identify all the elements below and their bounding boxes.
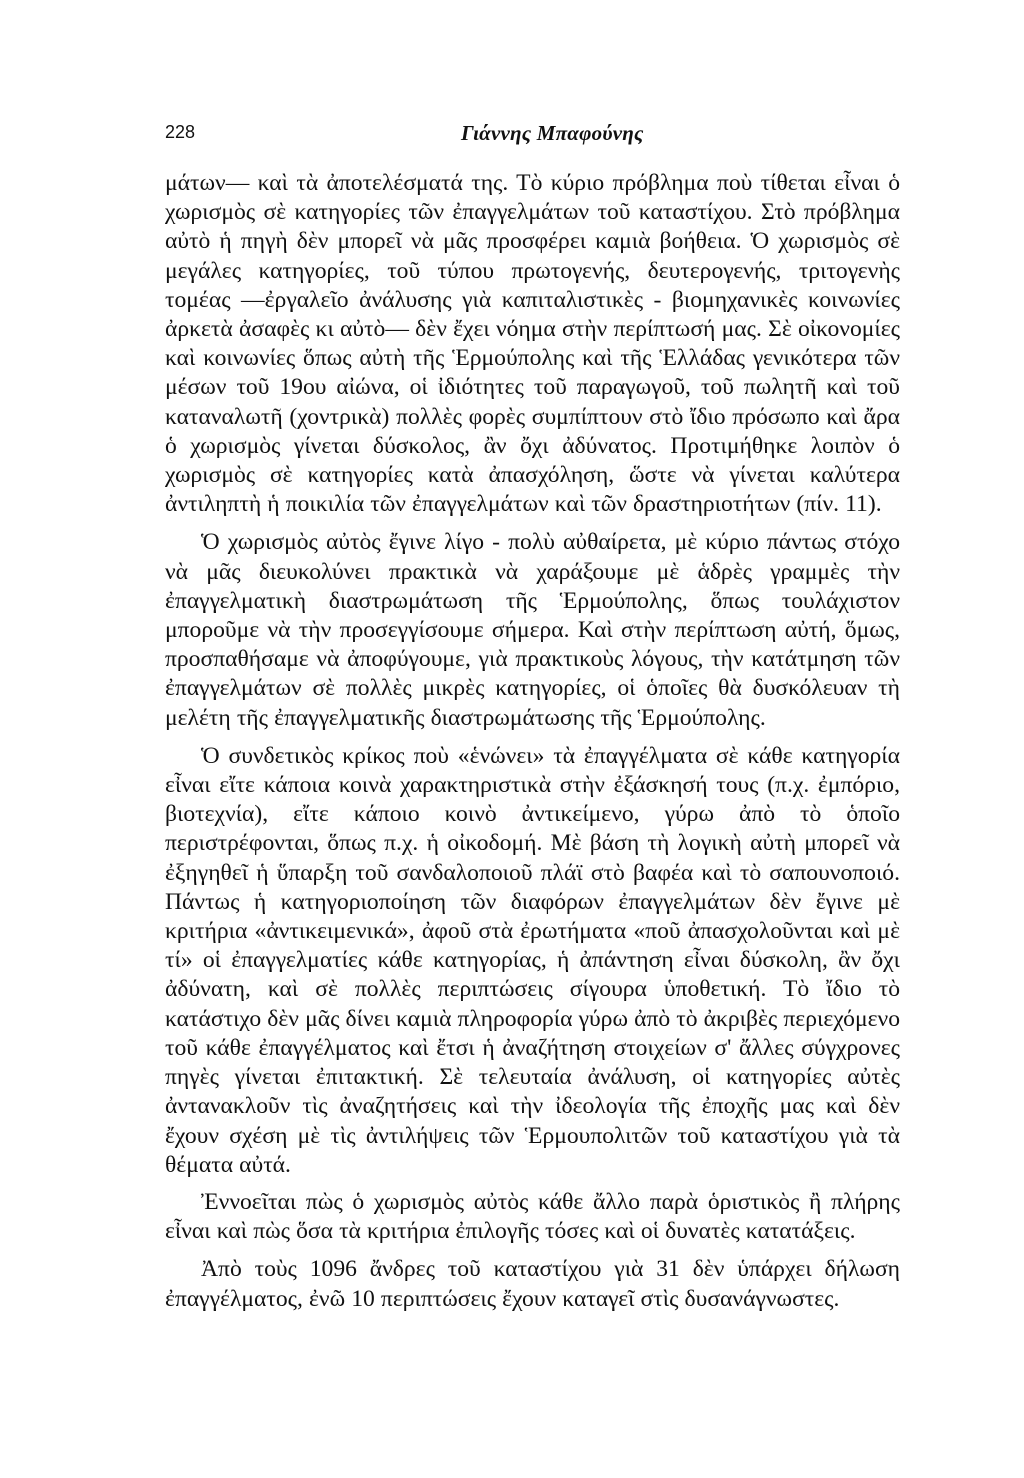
paragraph-5: Ἀπὸ τοὺς 1096 ἄνδρες τοῦ καταστίχου γιὰ 31 δὲν ὑπάρχει δήλωση ἐπαγγέλματος, ἐνῶ 10 περιπτώσεις ἔχουν καταγεῖ στὶς δυσανάγνωστες. xyxy=(165,1256,900,1312)
paragraph-2: Ὁ χωρισμὸς αὐτὸς ἔγινε λίγο - πολὺ αὐθαίρετα, μὲ κύριο πάντως στόχο νὰ μᾶς διευκολύνει πρακτικὰ νὰ χαράξουμε μὲ ἁδρὲς γραμμὲς τὴν ἐπαγγελματικὴ διαστρωμάτωση τῆς Ἑρμούπολης, ὅπως τουλάχιστον μποροῦμε νὰ τὴν προσεγγίσουμε σήμερα. Καὶ στὴν περίπτωση αὐτή, ὅμως, προσπαθήσαμε νὰ ἀποφύγουμε, γιὰ πρακτικοὺς λόγους, τὴν κατάτμηση τῶν ἐπαγγελμάτων σὲ πολλὲς μικρὲς κατηγορίες, οἱ ὁποῖες θὰ δυσκόλευαν τὴ μελέτη τῆς ἐπαγγελματικῆς διαστρωμάτωσης τῆς Ἑρμούπολης. xyxy=(165,529,900,731)
paragraph-1: μάτων— καὶ τὰ ἀποτελέσματά της. Τὸ κύριο πρόβλημα ποὺ τίθεται εἶναι ὁ χωρισμὸς σὲ κατηγορίες τῶν ἐπαγγελμάτων τοῦ καταστίχου. Στὸ πρόβλημα αὐτὸ ἡ πηγὴ δὲν μπορεῖ νὰ μᾶς προσφέρει καμιὰ βοήθεια. Ὁ χωρισμὸς σὲ μεγάλες κατηγορίες, τοῦ τύπου πρωτογενής, δευτερογενής, τριτογενὴς τομέας —ἐργαλεῖο ἀνάλυσης γιὰ καπιταλιστικὲς - βιομηχανικὲς κοινωνίες ἀρκετὰ ἀσαφὲς κι αὐτὸ— δὲν ἔχει νόημα στὴν περίπτωσή μας. Σὲ οἰκονομίες καὶ κοινωνίες ὅπως αὐτὴ τῆς Ἑρμούπολης καὶ τῆς Ἑλλάδας γενικότερα τῶν μέσων τοῦ 19ου αἰώνα, οἱ ἰδιότητες τοῦ παραγωγοῦ, τοῦ πωλητῆ καὶ τοῦ καταναλωτῆ (χοντρικὰ) πολλὲς φορὲς συμπίπτουν στὸ ἴδιο πρόσωπο καὶ ἄρα ὁ χωρισμὸς γίνεται δύσκολος, ἂν ὄχι ἀδύνατος. Προτιμήθηκε λοιπὸν ὁ χωρισμὸς σὲ κατηγορίες κατὰ ἀπασχόληση, ὥστε νὰ γίνεται καλύτερα ἀντιληπτὴ ἡ ποικιλία τῶν ἐπαγγελμάτων καὶ τῶν δραστηριοτήτων (πίν. 11). xyxy=(165,170,900,518)
paragraph-4: Ἐννοεῖται πὼς ὁ χωρισμὸς αὐτὸς κάθε ἄλλο παρὰ ὁριστικὸς ἢ πλήρης εἶναι καὶ πὼς ὅσα τὰ κριτήρια ἐπιλογῆς τόσες καὶ οἱ δυνατὲς κατατάξεις. xyxy=(165,1188,900,1245)
paragraph-3: Ὁ συνδετικὸς κρίκος ποὺ «ἑνώνει» τὰ ἐπαγγέλματα σὲ κάθε κατηγορία εἶναι εἴτε κάποια κοινὰ χαρακτηριστικὰ στὴν ἐξάσκησή τους (π.χ. ἐμπόριο, βιοτεχνία), εἴτε κάποιο κοινὸ ἀντικείμενο, γύρω ἀπὸ τὸ ὁποῖο περιστρέφονται, ὅπως π.χ. ἡ οἰκοδομή. Μὲ βάση τὴ λογικὴ αὐτὴ μπορεῖ νὰ ἐξηγηθεῖ ἡ ὕπαρξη τοῦ σανδαλοποιοῦ πλάϊ στὸ βαφέα καὶ τὸ σαπουνοποιό. Πάντως ἡ κατηγοριοποίηση τῶν διαφόρων ἐπαγγελμάτων δὲν ἔγινε μὲ κριτήρια «ἀντικειμενικά», ἀφοῦ στὰ ἐρωτήματα «ποῦ ἀπασχολοῦνται καὶ μὲ τί» οἱ ἐπαγγελματίες κάθε κατηγορίας, ἡ ἀπάντηση εἶναι δύσκολη, ἂν ὄχι ἀδύνατη, καὶ σὲ πολλὲς περιπτώσεις σίγουρα ὑποθετική. Τὸ ἴδιο τὸ κατάστιχο δὲν μᾶς δίνει καμιὰ πληροφορία γύρω ἀπὸ τὸ ἀκριβὲς περιεχόμενο τοῦ κάθε ἐπαγγέλματος καὶ ἔτσι ἡ ἀναζήτηση στοιχείων σ' ἄλλες σύγχρονες πηγὲς γίνεται ἐπιτακτική. Σὲ τελευταία ἀνάλυση, οἱ κατηγορίες αὐτὲς ἀντανακλοῦν τὶς ἀναζητήσεις καὶ τὴν ἰδεολογία τῆς ἐποχῆς μας καὶ δὲν ἔχουν σχέση μὲ τὶς ἀντιλήψεις τῶν Ἑρμουπολιτῶν τοῦ καταστίχου γιὰ τὰ θέματα αὐτά. xyxy=(165,742,900,1178)
book-page xyxy=(165,122,900,1314)
running-title: Γιάννης Μπαφούνης xyxy=(461,121,644,145)
running-head xyxy=(165,122,900,158)
page-number: 228 xyxy=(165,122,196,142)
